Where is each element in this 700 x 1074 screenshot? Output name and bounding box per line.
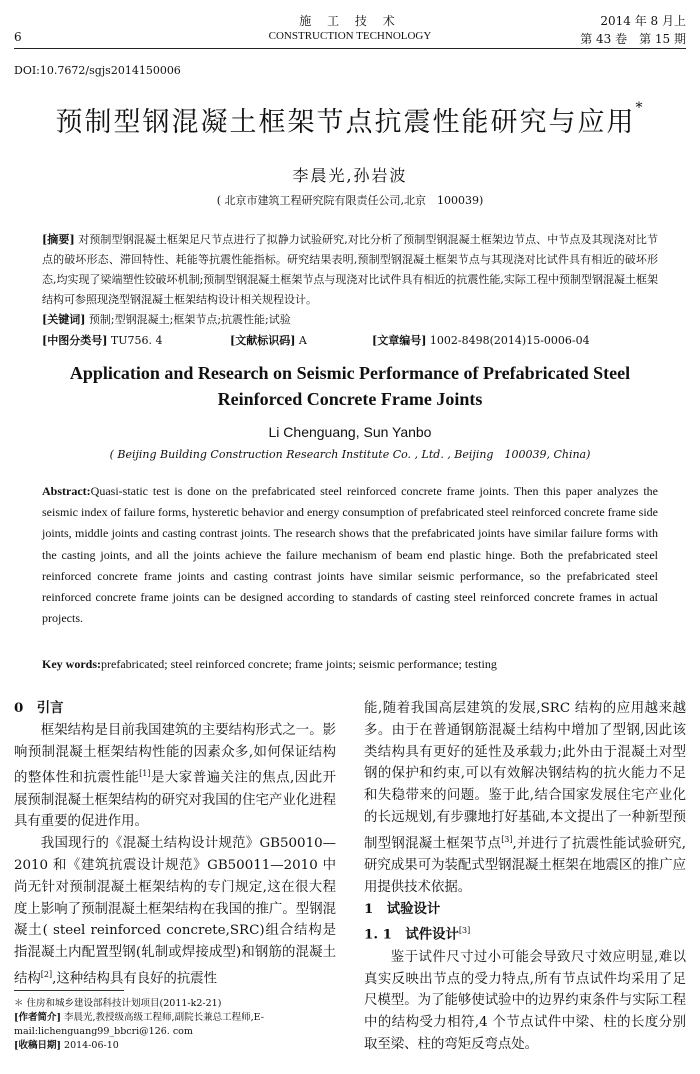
- abstract-en-text: Quasi-static test is done on the prefabricated steel reinforced concrete frame joints. Then this paper analyzes the seismic index of failure forms, hysteretic behavior and energy consumption of prefabricated steel reinforced concrete frame side joints, middle joints and casting contrast joints. The research shows that the prefabricated joints have similar failure forms with the casting joints, and all the joints achieve the failure mechanism of beam end plastic hinge. Both the prefabricated steel reinforced concrete frame joints and casting contrast joints have similar seismic performance, so the prefabricated steel reinforced concrete frame joints can be designed according to standards of casting steel reinforced concrete frames in actual projects.: [42, 484, 658, 626]
- doc-value: A: [298, 334, 307, 347]
- paragraph-1-text-b: 是大家普遍关注的焦点,因此开展预制混凝土框架结构的研究对我国的住宅产业化进程具有重要的促进作用。: [14, 770, 336, 830]
- footnote-fund: ＊ 住房和城乡建设部科技计划项目(2011-k2-21): [14, 998, 222, 1009]
- section-0-heading: 0 引言: [14, 700, 64, 716]
- paragraph-2-text-b: ,这种结构具有良好的抗震性: [52, 971, 218, 987]
- abstract-en: [42, 481, 658, 629]
- paragraph-2: [14, 833, 336, 990]
- footnote-date-label: [收稿日期]: [14, 1040, 61, 1051]
- title-cn: [0, 100, 700, 139]
- citation-3[interactable]: [3]: [501, 834, 513, 844]
- abstract-cn-text: 对预制型钢混凝土框架足尺节点进行了拟静力试验研究,对比分析了预制型钢混凝土框架边节点、中节点及其现浇对比节点的破坏形态、滞回特性、耗能等抗震性能指标。研究结果表明,预制型钢混凝土框架节点与其现浇对比试件具有相近的破坏形态,均实现了梁端塑性铰破坏机制;预制型钢混凝土框架节点与现浇对比试件具有相近的抗震性能,实际工程中预制型钢混凝土框架结构可参照现浇型钢混凝土框架结构设计相关规程设计。: [42, 233, 658, 306]
- paragraph-3: [364, 698, 686, 899]
- section-1-1-heading: [364, 920, 686, 946]
- footnote-author-label: [作者简介]: [14, 1012, 61, 1023]
- citation-1[interactable]: [1]: [139, 769, 151, 779]
- title-en-line1: Application and Research on Seismic Performance of Prefabricated Steel: [69, 363, 631, 383]
- issue-date: 2014 年 8 月上: [600, 14, 686, 28]
- article-value: 1002-8498(2014)15-0006-04: [429, 334, 590, 347]
- keywords-cn-label: [关键词]: [42, 313, 86, 326]
- keywords-cn-text: 预制;型钢混凝土;框架节点;抗震性能;试验: [88, 313, 291, 326]
- section-1-heading: 1 试验设计: [364, 900, 441, 917]
- keywords-en: [42, 657, 658, 672]
- section-1-1-heading-text: 1. 1 试件设计: [364, 926, 459, 943]
- body-column-right: [364, 698, 686, 1056]
- abstract-en-label: Abstract:: [42, 484, 91, 498]
- abstract-cn: [42, 230, 658, 310]
- footnote-date-text: 2014-06-10: [64, 1040, 119, 1051]
- article-number: [372, 332, 590, 348]
- paragraph-3-text-a: 能,随着我国高层建筑的发展,SRC 结构的应用越来越多。由于在普通钢筋混凝土结构中增加了型钢,因此该类结构具有更好的延性及承载力;此外由于混凝土对型钢的保护和约束,可以有效解决钢结构的抗火能力不足和失稳带来的问题。鉴于此,结合国家发展住宅产业化的长远规划,有步骤地打好基础,本文提出了一种新型预制型钢混凝土框架节点: [364, 701, 686, 852]
- paragraph-2-text-a: 我国现行的《混凝土结构设计规范》GB50010—2010 和《建筑抗震设计规范》GB50011—2010 中尚无针对预制混凝土框架结构的专门规定,这在很大程度上影响了预制混凝土框架结构在我国的推广。型钢混凝土( steel reinforced concrete,SRC)组合结构是指混凝土内配置型钢(轧制或焊接成型)和钢筋的混凝土结构: [14, 836, 336, 987]
- title-en-line2: Reinforced Concrete Frame Joints: [217, 389, 483, 409]
- doc-code: [230, 332, 307, 348]
- abstract-cn-label: [摘要]: [42, 233, 75, 246]
- title-cn-footnote-mark[interactable]: *: [635, 100, 645, 116]
- footnote-author-text: 李晨光,教授级高级工程师,副院长兼总工程师,E-mail:lichenguang99_bbcri@126. com: [14, 1012, 264, 1037]
- volume-issue: 第 43 卷 第 15 期: [580, 32, 686, 46]
- keywords-en-label: Key words:: [42, 657, 101, 671]
- paragraph-3-text-b: ,并进行了抗震性能试验研究,研究成果可为装配式型钢混凝土框架在地震区的推广应用提供技术依据。: [364, 836, 686, 895]
- footnote-author: [14, 1011, 336, 1039]
- clc-label: [中图分类号]: [42, 334, 108, 347]
- header-rule: [14, 48, 686, 49]
- paragraph-4: 鉴于试件尺寸过小可能会导致尺寸效应明显,难以真实反映出节点的受力特点,所有节点试件均采用了足尺模型。为了能够使试验中的边界约束条件与实际工程中的结构受力相符,4 个节点试件中梁、柱的长度分别取至梁、柱的弯矩反弯点处。: [364, 949, 686, 1052]
- body-column-left: [14, 698, 336, 990]
- paragraph-1-text-a: 框架结构是目前我国建筑的主要结构形式之一。影响预制混凝土框架结构性能的因素众多,如何保证结构的整体性和抗震性能: [14, 722, 336, 786]
- title-en: [0, 360, 700, 412]
- authors-en: Li Chenguang, Sun Yanbo: [268, 424, 432, 440]
- citation-2[interactable]: [2]: [40, 970, 53, 980]
- title-cn-text: 预制型钢混凝土框架节点抗震性能研究与应用: [55, 107, 636, 138]
- doc-label: [文献标识码]: [230, 334, 296, 347]
- paragraph-1: [14, 720, 336, 833]
- page-number: 6: [14, 30, 22, 44]
- keywords-en-text: prefabricated; steel reinforced concrete; frame joints; seismic performance; testing: [101, 657, 497, 671]
- article-label: [文章编号]: [372, 334, 427, 347]
- affiliation-cn: ( 北京市建筑工程研究院有限责任公司,北京 100039): [216, 194, 484, 207]
- journal-name-en: CONSTRUCTION TECHNOLOGY: [268, 30, 432, 42]
- authors-cn: 李晨光,孙岩波: [292, 166, 408, 185]
- footnote-rule: [14, 990, 124, 991]
- keywords-cn: [42, 311, 658, 327]
- clc-code: [42, 332, 163, 348]
- affiliation-en: ( Beijing Building Construction Research Institute Co. , Ltd. , Beijing 100039, China): [109, 448, 591, 461]
- footnotes: [14, 997, 336, 1053]
- citation-3b[interactable]: [3]: [458, 926, 471, 936]
- doi[interactable]: DOI:10.7672/sgjs2014150006: [14, 64, 181, 77]
- journal-name-cn: 施 工 技 术: [299, 14, 401, 28]
- footnote-date: [14, 1039, 336, 1053]
- clc-value: TU756. 4: [110, 334, 163, 347]
